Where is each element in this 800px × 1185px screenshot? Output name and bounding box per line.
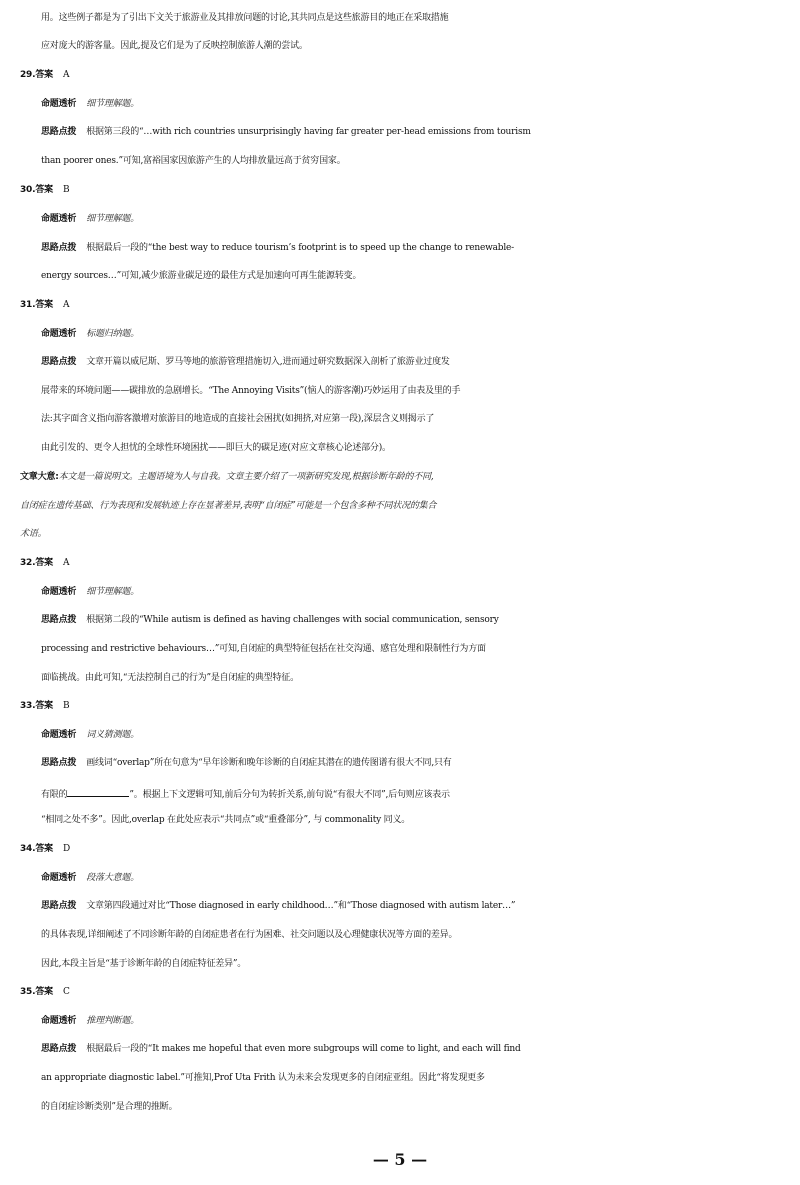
analysis-30: 命题透析 细节理解题。 bbox=[41, 214, 140, 224]
tips-31-cont: 由此引发的、更令人担忧的全球性环境困扰——即巨大的碳足迹(对应文章核心论述部分)。 bbox=[41, 443, 391, 453]
answer-value: A bbox=[62, 300, 70, 310]
tips-31-cont: 法:其字面含义指向游客激增对旅游目的地造成的直接社会困扰(如拥挤,对应第一段),深层含义则揭示了 bbox=[41, 414, 435, 424]
answer-value: B bbox=[62, 185, 70, 195]
answer-header-29: 29.答案 A bbox=[20, 70, 70, 80]
tips-33: 思路点拨 画线词“overlap”所在句意为“早年诊断和晚年诊断的自闭症其潜在的遗传图谱有很大不同,只有 bbox=[41, 758, 452, 768]
answer-value: C bbox=[62, 987, 70, 997]
article-summary-cont: 术语。 bbox=[20, 529, 47, 539]
analysis-35: 命题透析 推理判断题。 bbox=[41, 1016, 140, 1026]
tips-32: 思路点拨 根据第二段的“While autism is defined as having challenges with social communication, sensory bbox=[41, 615, 499, 625]
tips-35-cont: 的自闭症诊断类别”是合理的推断。 bbox=[41, 1102, 178, 1112]
page-number: — 5 — bbox=[372, 1150, 428, 1169]
answer-header-35: 35.答案 C bbox=[20, 987, 70, 997]
analysis-32: 命题透析 细节理解题。 bbox=[41, 587, 140, 597]
tips-31-cont: 展带来的环境问题——碳排放的急剧增长。“The Annoying Visits”(恼人的游客潮)巧妙运用了由表及里的手 bbox=[41, 386, 461, 396]
tips-29-cont: than poorer ones.”可知,富裕国家因旅游产生的人均排放量远高于贫穷国家。 bbox=[41, 156, 346, 166]
intro-line: 用。这些例子都是为了引出下文关于旅游业及其排放问题的讨论,其共同点是这些旅游目的地正在采取措施 bbox=[41, 13, 449, 23]
tips-33-cont: 有限的 ”。根据上下文逻辑可知,前后分句为转折关系,前句说“有很大不同”,后句则应该表示 bbox=[0, 782, 800, 805]
intro-line: 应对庞大的游客量。因此,提及它们是为了反映控制旅游人潮的尝试。 bbox=[41, 41, 308, 51]
tips-35: 思路点拨 根据最后一段的“It makes me hopeful that even more subgroups will come to light, and each will find bbox=[41, 1044, 521, 1054]
answer-value: A bbox=[62, 558, 70, 568]
tips-34: 思路点拨 文章第四段通过对比“Those diagnosed in early childhood…”和“Those diagnosed with autism later…” bbox=[41, 901, 516, 911]
analysis-33: 命题透析 词义猜测题。 bbox=[41, 730, 140, 740]
tips-35-cont: an appropriate diagnostic label.”可推知,Prof Uta Frith 认为未来会发现更多的自闭症亚组。因此“将发现更多 bbox=[41, 1073, 485, 1083]
answer-value: D bbox=[62, 844, 70, 854]
analysis-29: 命题透析 细节理解题。 bbox=[41, 99, 140, 109]
tips-33-cont: “相同之处不多”。因此,overlap 在此处应表示“共同点”或“重叠部分”, 与 commonality 同义。 bbox=[41, 815, 411, 825]
analysis-34: 命题透析 段落大意题。 bbox=[41, 873, 140, 883]
tips-29: 思路点拨 根据第三段的“…with rich countries unsurprisingly having far greater per-head emissions from tourism bbox=[41, 127, 531, 137]
fill-blank bbox=[67, 782, 129, 797]
answer-value: B bbox=[62, 701, 70, 711]
answer-value: A bbox=[62, 70, 70, 80]
tips-34-cont: 因此,本段主旨是“基于诊断年龄的自闭症特征差异”。 bbox=[41, 959, 247, 969]
answer-header-34: 34.答案 D bbox=[20, 844, 70, 854]
tips-32-cont: processing and restrictive behaviours…”可知,自闭症的典型特征包括在社交沟通、感官处理和限制性行为方面 bbox=[41, 644, 486, 654]
tips-31: 思路点拨 文章开篇以威尼斯、罗马等地的旅游管理措施切入,进而通过研究数据深入剖析了旅游业过度发 bbox=[41, 357, 450, 367]
answer-header-30: 30.答案 B bbox=[20, 185, 70, 195]
analysis-31: 命题透析 标题归纳题。 bbox=[41, 329, 140, 339]
tips-34-cont: 的具体表现,详细阐述了不同诊断年龄的自闭症患者在行为困难、社交问题以及心理健康状况等方面的差异。 bbox=[41, 930, 458, 940]
answer-header-32: 32.答案 A bbox=[20, 558, 70, 568]
tips-30: 思路点拨 根据最后一段的“the best way to reduce tourism’s footprint is to speed up the change to renewable- bbox=[41, 243, 515, 253]
answer-header-31: 31.答案 A bbox=[20, 300, 70, 310]
tips-32-cont: 面临挑战。由此可知,“无法控制自己的行为”是自闭症的典型特征。 bbox=[41, 673, 299, 683]
article-summary-cont: 自闭症在遗传基础、行为表现和发展轨迹上存在显著差异,表明“自闭症”可能是一个包含多种不同状况的集合 bbox=[20, 501, 437, 511]
article-summary: 文章大意:本文是一篇说明文。主题语境为人与自我。文章主要介绍了一项新研究发现,根据诊断年龄的不同, bbox=[20, 472, 434, 482]
answer-header-33: 33.答案 B bbox=[20, 701, 70, 711]
tips-30-cont: energy sources…”可知,减少旅游业碳足迹的最佳方式是加速向可再生能源转变。 bbox=[41, 271, 362, 281]
